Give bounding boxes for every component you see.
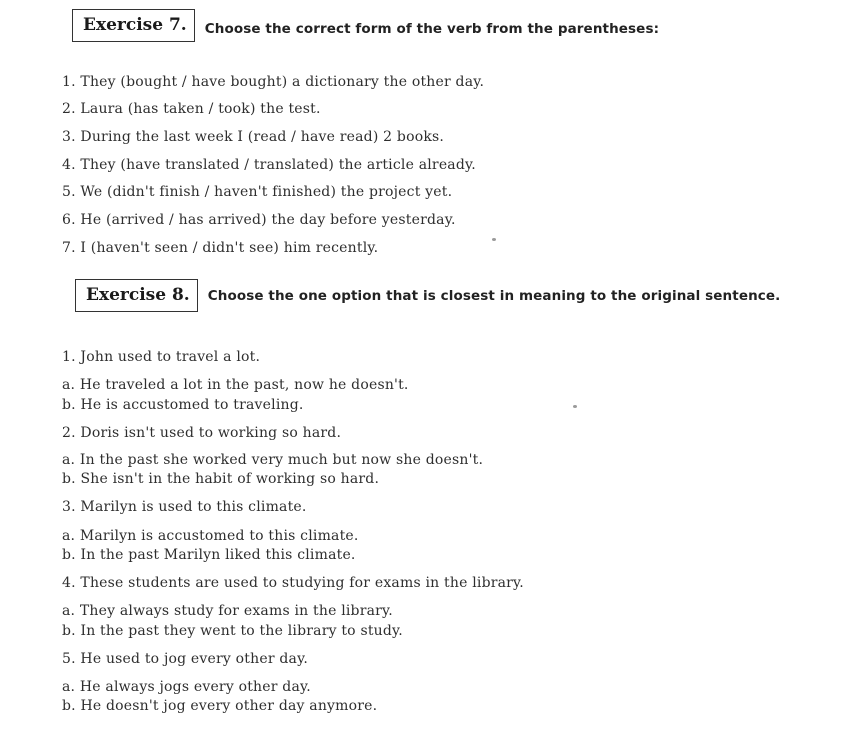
exercise-8-option: b. In the past Marilyn liked this climate.	[62, 547, 356, 563]
exercise-8-option: a. He always jogs every other day.	[62, 679, 311, 695]
exercise-7-item: 2. Laura (has taken / took) the test.	[62, 101, 321, 117]
exercise-8-title-box	[75, 279, 198, 312]
exercise-8-option: b. She isn't in the habit of working so hard.	[62, 471, 380, 487]
exercise-7-item: 4. They (have translated / translated) the article already.	[62, 157, 476, 173]
exercise-7-title: Exercise 7.	[83, 15, 187, 35]
exercise-8-option: a. In the past she worked very much but now she doesn't.	[62, 452, 484, 468]
exercise-8-option: a. They always study for exams in the library.	[62, 603, 393, 619]
exercise-7-header	[72, 9, 659, 42]
exercise-8-option: a. He traveled a lot in the past, now he doesn't.	[62, 377, 409, 393]
exercise-8-option: b. He doesn't jog every other day anymore.	[62, 698, 378, 714]
exercise-8-option: a. Marilyn is accustomed to this climate.	[62, 528, 359, 544]
exercise-8-option: b. In the past they went to the library to study.	[62, 623, 403, 639]
exercise-8-question-stem: 1. John used to travel a lot.	[62, 349, 261, 365]
exercise-8-question-stem: 5. He used to jog every other day.	[62, 651, 308, 667]
exercise-7-item: 3. During the last week I (read / have read) 2 books.	[62, 129, 445, 145]
exercise-8-title: Exercise 8.	[86, 285, 190, 305]
exercise-8-question-stem: 4. These students are used to studying for exams in the library.	[62, 575, 524, 591]
exercise-8-question-stem: 3. Marilyn is used to this climate.	[62, 499, 307, 515]
exercise-8-option: b. He is accustomed to traveling.	[62, 397, 304, 413]
exercise-8-header	[75, 279, 780, 312]
exercise-7-title-box	[72, 9, 195, 42]
exercise-7-item: 1. They (bought / have bought) a dictionary the other day.	[62, 74, 485, 90]
exercise-8-question-stem: 2. Doris isn't used to working so hard.	[62, 425, 342, 441]
exercise-7-item: 6. He (arrived / has arrived) the day before yesterday.	[62, 212, 456, 228]
exercise-7-item: 7. I (haven't seen / didn't see) him recently.	[62, 240, 379, 256]
exercise-7-instruction: Choose the correct form of the verb from the parentheses:	[204, 20, 660, 37]
scan-speck	[573, 405, 577, 408]
exercise-7-item: 5. We (didn't finish / haven't finished) the project yet.	[62, 184, 453, 200]
exercise-8-instruction: Choose the one option that is closest in meaning to the original sentence.	[207, 287, 781, 304]
scan-speck	[492, 238, 496, 241]
